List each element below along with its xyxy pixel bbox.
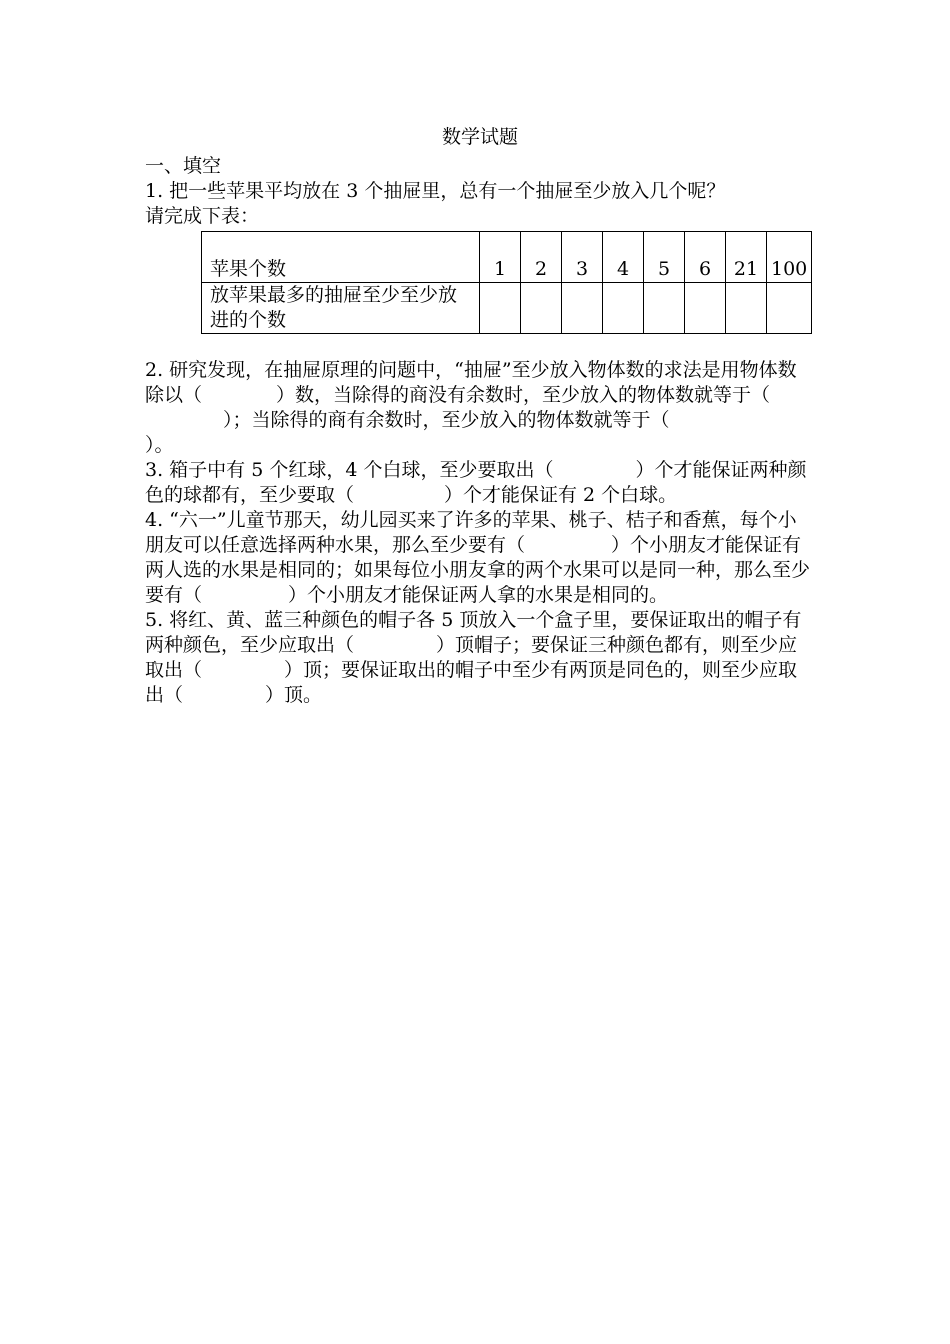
- question-5-text: ）顶帽子；要保证三种颜色都有，则至少应取出（: [145, 634, 798, 681]
- question-3-text: 3. 箱子中有 5 个红球，4 个白球，至少要取出（: [145, 459, 554, 481]
- table-cell-answer[interactable]: [726, 283, 767, 334]
- question-4-text: ）个小朋友才能保证有两人选的水果是相同的；如果每位小朋友拿的两个水果可以是同一种，那么至少要有（: [145, 534, 811, 606]
- document-title: 数学试题: [441, 126, 518, 148]
- question-5-text: ）顶；要保证取出的帽子中至少有两顶是同色的，则至少应取出（: [145, 659, 798, 706]
- question-2-text: ）。: [145, 434, 174, 456]
- table-cell-value: 1: [480, 232, 521, 283]
- document-page: [145, 120, 815, 708]
- table-cell-label: 苹果个数: [202, 232, 480, 283]
- question-1-instruction: 请完成下表：: [145, 205, 260, 227]
- table-cell-answer[interactable]: [767, 283, 812, 334]
- table-cell-answer[interactable]: [521, 283, 562, 334]
- question-1: [145, 179, 815, 229]
- table-row-min-count: [202, 283, 812, 334]
- question-4: [145, 508, 815, 608]
- section-heading: 一、填空: [145, 155, 222, 177]
- table-cell-answer[interactable]: [644, 283, 685, 334]
- table-cell-value: 2: [521, 232, 562, 283]
- table-cell-answer[interactable]: [562, 283, 603, 334]
- table-cell-label: 放苹果最多的抽屉至少至少放进的个数: [202, 283, 480, 334]
- question-5-text: 5. 将红、黄、蓝三种颜色的帽子各 5 顶放入一个盒子里，要保证取出的帽子有两种颜色，至少应取出（: [145, 609, 802, 656]
- table-cell-value: 6: [685, 232, 726, 283]
- table-cell-answer[interactable]: [603, 283, 644, 334]
- question-2-text: 2. 研究发现，在抽屉原理的问题中，“抽屉”至少放入物体数的求法是用物体数除以（: [145, 359, 797, 406]
- answer-table: [201, 231, 812, 334]
- question-4-text: ）个小朋友才能保证两人拿的水果是相同的。: [288, 584, 669, 606]
- question-5-text: ）顶。: [265, 684, 323, 706]
- table-cell-value: 4: [603, 232, 644, 283]
- table-cell-value: 21: [726, 232, 767, 283]
- question-2: [145, 358, 815, 458]
- question-3: [145, 458, 815, 508]
- question-2-text: ）；当除得的商有余数时，至少放入的物体数就等于（: [223, 409, 670, 431]
- question-2-text: ）数，当除得的商没有余数时，至少放入的物体数就等于（: [276, 384, 771, 406]
- question-1-text: 1. 把一些苹果平均放在 3 个抽屉里，总有一个抽屉至少放入几个呢？: [145, 180, 726, 202]
- table-row-apple-count: [202, 232, 812, 283]
- table-cell-answer[interactable]: [685, 283, 726, 334]
- question-3-text: ）个才能保证有 2 个白球。: [444, 484, 678, 506]
- question-4-text: 4. “六一”儿童节那天，幼儿园买来了许多的苹果、桃子、桔子和香蕉，每个小朋友可以任意选择两种水果，那么至少要有（: [145, 509, 797, 556]
- table-cell-value: 5: [644, 232, 685, 283]
- table-cell-value: 100: [767, 232, 812, 283]
- table-cell-value: 3: [562, 232, 603, 283]
- question-3-text: ）个才能保证两种颜色的球都有，至少要取（: [145, 459, 807, 506]
- question-5: [145, 608, 815, 708]
- table-cell-answer[interactable]: [480, 283, 521, 334]
